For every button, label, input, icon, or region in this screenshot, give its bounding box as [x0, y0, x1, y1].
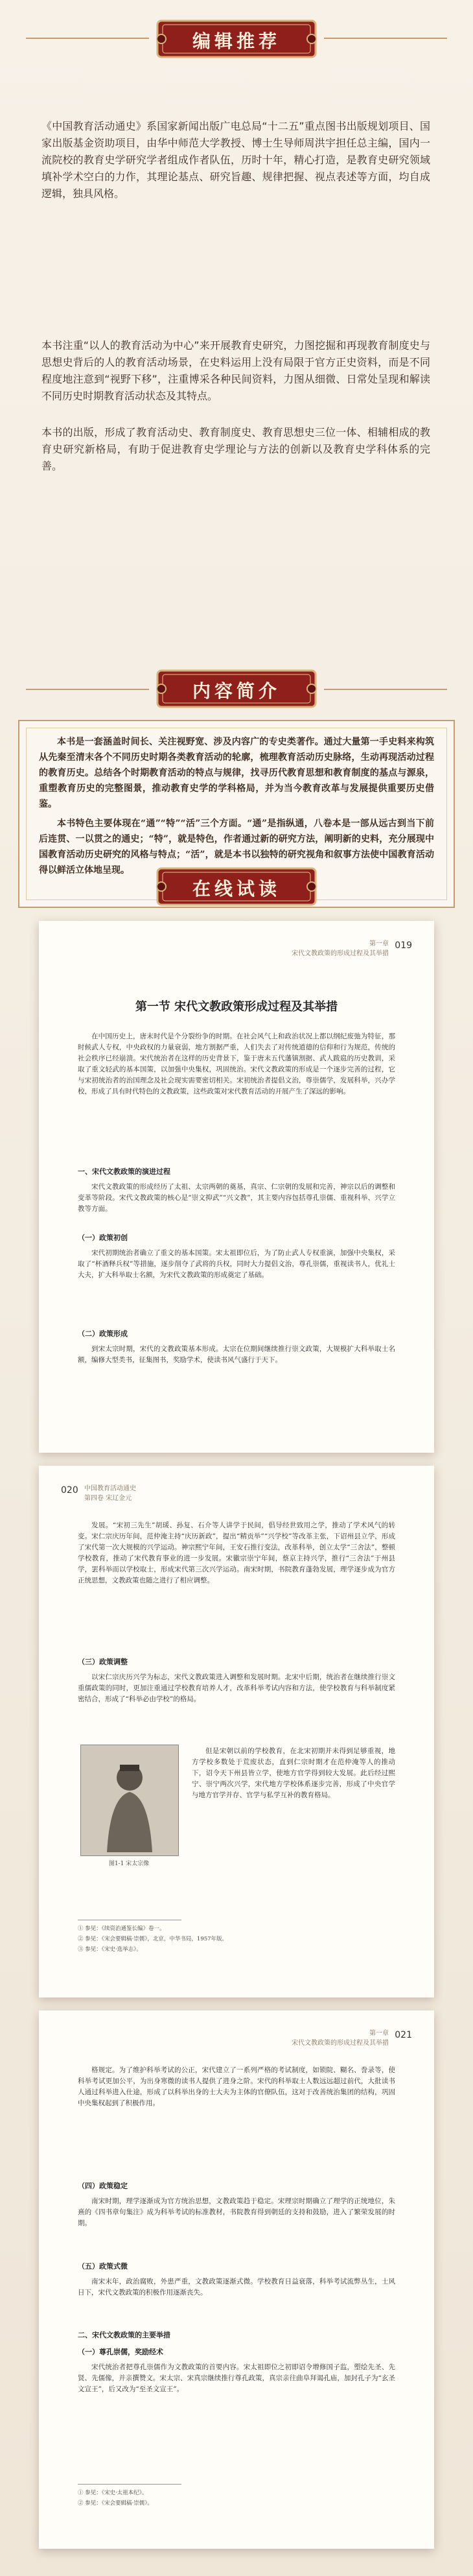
intro-paragraph-2: 本书特色主要体现在“通”“特”“活”三个方面。“通”是指纵通，八卷本是一部从远古到当下前后连贯、一以贯之的通史；“特”，就是特色，作者通过新的研究方法，阐明新的史料，充分展现中国教育活动历史研究的风格与特点；“活”，就是本书以独特的研究视角和叙事方法使中国教育活动得以鲜活立体地呈现。: [39, 818, 434, 876]
page-header: 第一章 宋代文教政策的形成过程及其举措: [292, 2030, 389, 2047]
page-paragraph: 但是宋朝以前的学校教育，在北宋初期并未得到足够重视，地方学校多数处于荒废状态，直到仁宗时期才在范仲淹等人的推动下，诏令天下州县皆立学，使地方官学得到较大发展。此后经过熙宁、崇宁两次兴学，宋代地方学校体系逐步完善，形成了中央官学与地方官学并存、官学与私学互补的教育格局。: [192, 1747, 395, 1799]
page-paragraph: 宋代初期统治者确立了重文的基本国策。宋太祖即位后，为了防止武人专权重演，加强中央集权，采取了“杯酒释兵权”等措施，逐步削夺了武将的兵权，同时大力提倡文治，尊孔崇儒，重视读书人，优礼士大夫，扩大科举取士名额，为宋代文教政策的形成奠定了基础。: [78, 1249, 395, 1279]
sample-page-020: [39, 1466, 434, 1998]
page-header: 第一章 宋代文教政策的形成过程及其举措: [292, 940, 389, 957]
page-paragraph: 宋代统治者把尊孔崇儒作为文教政策的首要内容。宋太祖即位之初即诏令增修国子监，塑绘先圣、先贤、先儒像，并亲撰赞文。宋太宗、宋真宗继续推行尊孔政策，真宗亲往曲阜拜谒孔庙，加封孔子为“玄圣文宣王”，后又改为“至圣文宣王”。: [78, 2363, 395, 2393]
divider: [26, 689, 149, 690]
subheading: （一）政策初创: [78, 1234, 128, 1242]
intro-title: 内容简介: [192, 680, 281, 702]
page-paragraph: 发展。“宋初三先生”胡瑗、孙复、石介等人讲学于民间，倡导经世致用之学，推动了学术风气的转变。宋仁宗庆历年间，范仲淹主持“庆历新政”，提出“精贡举”“兴学校”等改革主张，下诏州县立学，形成了宋代第一次大规模的兴学运动。神宗熙宁年间，王安石推行变法，改革科举，创立太学“三舍法”，整顿学校教育，推动了宋代教育事业的进一步发展。宋徽宗崇宁年间，蔡京主持兴学，推行“三舍法”于州县学，罢科举而以学校取士，形成宋代第三次兴学运动。南宋时期，书院教育蓬勃发展，理学逐步成为官方正统思想，文教政策也随之进行了相应调整。: [78, 1521, 395, 1584]
divider: [324, 38, 447, 39]
page-paragraph: 在中国历史上，唐末时代是个分裂纷争的时期。在社会风气上和政治状况上都以纲纪废弛为特征，那时候武人专权，中央政权的力量衰弱，地方割据严重，人们失去了对传统道德的信仰和行为规范，传统的社会秩序已经崩溃。宋代统治者在这样的历史背景下，鉴于唐末五代藩镇割据、武人跋扈的历史教训，采取了重文轻武的基本国策，以加强中央集权，巩固统治。宋代文教政策的形成是一个逐步完善的过程，它与宋初统治者的治国理念及社会现实需要密切相关。宋初统治者提倡文治，尊崇儒学，发展科举，兴办学校，形成了具有时代特色的文教政策，这些政策对宋代教育活动的开展产生了深远的影响。: [78, 1032, 395, 1095]
divider: [26, 38, 149, 39]
page-paragraph: 到宋太宗时期，宋代的文教政策基本形成。太宗在位期间继续推行崇文政策，大规模扩大科举取士名额，编修大型类书，征集图书，奖励学术，使读书风气盛行于天下。: [78, 1345, 395, 1364]
recommend-paragraph-2: 本书注重“以人的教育活动为中心”来开展教育史研究，力图挖掘和再现教育制度史与思想史背后的人的教育活动场景，在史料运用上没有局限于官方正史资料，而是不同程度地注意到“视野下移”，注重博采各种民间资料，力图从细微、日常处呈现和解读不同历史时期教育活动状态及其特点。: [41, 339, 430, 402]
subheading: （二）政策形成: [78, 1330, 128, 1338]
footnote: ② 参见：《宋会要辑稿·崇儒》。: [78, 2500, 153, 2507]
page-paragraph: 格规定。为了维护科举考试的公正，宋代建立了一系列严格的考试制度，如锁院、糊名、誊录等，使科举考试更加公平，为出身寒微的读书人提供了进身之阶。宋代的科举取士人数远远超过前代，大批读书人通过科举进入仕途，形成了以科举出身的士大夫为主体的官僚队伍，这对于改善统治集团的结构，巩固中央集权起到了积极作用。: [78, 2066, 395, 2107]
subheading: （四）政策稳定: [78, 2182, 128, 2190]
intro-text: [39, 734, 434, 878]
page-number: 019: [395, 940, 412, 951]
trial-banner: [152, 866, 321, 907]
subheading: （一）尊孔崇儒，奖励经术: [78, 2348, 163, 2356]
intro-banner: [152, 668, 321, 710]
footnote: ③ 参见：《宋史·选举志》。: [78, 1946, 142, 1953]
portrait-figure-icon: [81, 1745, 178, 1855]
footnote-rule: [78, 2484, 181, 2485]
portrait-image: [80, 1745, 179, 1856]
sample-page-021: [39, 2010, 434, 2549]
page-header: 中国教育活动通史 第四卷 宋辽金元: [84, 1485, 136, 1502]
page-paragraph: 宋代文教政策的形成经历了太祖、太宗两朝的奠基，真宗、仁宗朝的发展和完善，神宗以后的调整和变革等阶段。宋代文教政策的核心是“崇文抑武”“兴文教”，其主要内容包括尊孔崇儒、重视科举、兴学立教等方面。: [78, 1183, 395, 1213]
subheading: 二、宋代文教政策的主要举措: [78, 2331, 170, 2339]
recommend-banner: [152, 18, 321, 60]
footnote: ② 参见：《宋会要辑稿·崇儒》，北京，中华书局，1957年版。: [78, 1936, 228, 1942]
page-paragraph: 南宋末年，政治腐败，外患严重，文教政策逐渐式微。学校教育日益衰落，科举考试流弊丛生，士风日下，宋代文教政策的积极作用逐渐丧失。: [78, 2278, 395, 2296]
subheading: （三）政策调整: [78, 1658, 128, 1666]
footnote: ① 参见：《宋史·太祖本纪》。: [78, 2490, 148, 2496]
page-paragraph: 南宋时期，理学逐渐成为官方统治思想，文教政策趋于稳定。宋理宗时期确立了理学的正统地位，朱熹的《四书章句集注》成为科举考试的标准教材，书院教育得到朝廷的支持和鼓励，进入了繁荣发展的时期。: [78, 2197, 395, 2227]
footnote: ① 参见：《续资治通鉴长编》卷一。: [78, 1926, 165, 1932]
sample-page-019: [39, 921, 434, 1453]
page-number: 021: [395, 2030, 412, 2040]
recommend-paragraph-3: 本书的出版，形成了教育活动史、教育制度史、教育思想史三位一体、相辅相成的教育史研究新格局，有助于促进教育史学理论与方法的创新以及教育史学科体系的完善。: [41, 426, 430, 472]
divider: [324, 689, 447, 690]
recommend-title: 编辑推荐: [192, 30, 281, 52]
trial-title: 在线试读: [192, 878, 281, 900]
page-number: 020: [61, 1485, 78, 1496]
intro-paragraph-1: 本书是一套涵盖时间长、关注视野宽、涉及内容广的专史类著作。通过大量第一手史料来构筑从先秦至清末各个不同历史时期各类教育活动的轮廓，梳理教育活动历史脉络，生动再现活动过程的教育历史。总结各个时期教育活动的特点与规律，找寻历代教育思想和教育制度的基点与源泉，重塑教育历史的完整图景，推动教育史学的学科格局，并为当今教育改革与发展提供重要历史借鉴。: [39, 737, 434, 809]
image-caption: 图1-1 宋太宗像: [108, 1861, 150, 1867]
recommend-paragraph-1: 《中国教育活动通史》系国家新闻出版广电总局“十二五”重点图书出版规划项目、国家出版基金资助项目，由华中师范大学教授、博士生导师周洪宇担任总主编，国内一流院校的教育史学研究学者组成作者队伍，历时十年，精心打造，是教育史研究领域填补学术空白的力作，其理论基点、研究旨趣、规律把握、视点表述等方面，均自成逻辑，独具风格。: [41, 120, 430, 200]
page-paragraph: 以宋仁宗庆历兴学为标志，宋代文教政策进入调整和发展时期。北宋中后期，统治者在继续推行崇文重儒政策的同时，更加注重通过学校教育培养人才，改革科举考试内容和方法，使学校教育与科举制度紧密结合，形成了“科举必由学校”的格局。: [78, 1673, 395, 1703]
subheading: （五）政策式微: [78, 2262, 128, 2271]
section-title: 第一节 宋代文教政策形成过程及其举措: [135, 1000, 338, 1014]
subheading: 一、宋代文教政策的演进过程: [78, 1167, 170, 1176]
